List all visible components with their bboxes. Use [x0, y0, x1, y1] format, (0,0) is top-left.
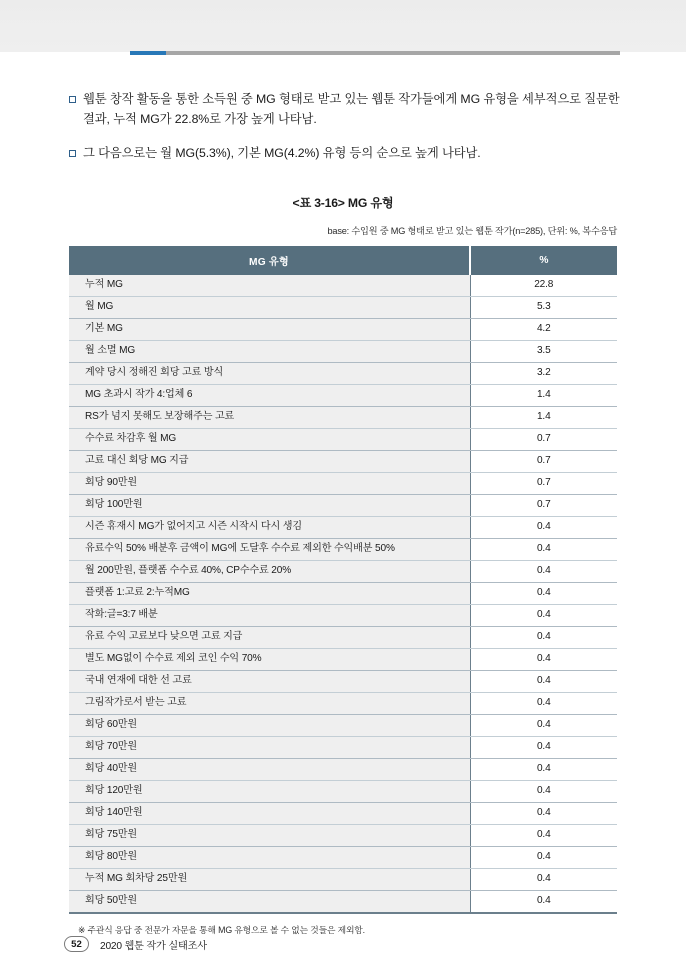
cell-percent: 0.4 — [470, 758, 617, 780]
table-row — [69, 340, 617, 362]
column-header-percent: % — [470, 246, 617, 275]
cell-percent: 0.4 — [470, 692, 617, 714]
cell-percent: 0.4 — [470, 736, 617, 758]
mg-type-table — [69, 246, 617, 914]
square-bullet-icon — [69, 96, 76, 103]
cell-mg-type: 기본 MG — [69, 318, 470, 340]
table-row — [69, 780, 617, 802]
page-footer — [0, 936, 686, 952]
cell-mg-type: 회당 40만원 — [69, 758, 470, 780]
cell-percent: 0.4 — [470, 582, 617, 604]
table-row — [69, 428, 617, 450]
cell-percent: 0.4 — [470, 714, 617, 736]
cell-mg-type: 그림작가로서 받는 고료 — [69, 692, 470, 714]
cell-percent: 5.3 — [470, 296, 617, 318]
cell-percent: 1.4 — [470, 406, 617, 428]
cell-percent: 0.7 — [470, 472, 617, 494]
cell-percent: 0.4 — [470, 626, 617, 648]
cell-percent: 1.4 — [470, 384, 617, 406]
table-row — [69, 868, 617, 890]
cell-mg-type: 작화:글=3:7 배분 — [69, 604, 470, 626]
cell-percent: 0.4 — [470, 868, 617, 890]
cell-mg-type: 유료 수익 고료보다 낮으면 고료 지급 — [69, 626, 470, 648]
page-number-badge: 52 — [64, 936, 89, 952]
summary-bullet-item — [0, 90, 686, 130]
table-row — [69, 648, 617, 670]
table-row — [69, 450, 617, 472]
cell-percent: 0.4 — [470, 890, 617, 913]
table-row — [69, 758, 617, 780]
table-row — [69, 714, 617, 736]
table-row — [69, 824, 617, 846]
table-row — [69, 582, 617, 604]
cell-mg-type: 누적 MG 회차당 25만원 — [69, 868, 470, 890]
cell-mg-type: 회당 75만원 — [69, 824, 470, 846]
cell-mg-type: 월 MG — [69, 296, 470, 318]
table-row — [69, 846, 617, 868]
cell-percent: 0.4 — [470, 604, 617, 626]
table-row — [69, 890, 617, 913]
cell-mg-type: 회당 120만원 — [69, 780, 470, 802]
table-row — [69, 670, 617, 692]
table-footnote: ※ 주관식 응답 중 전문가 자문을 통해 MG 유형으로 볼 수 없는 것들은 제외함. — [78, 924, 365, 935]
cell-mg-type: 회당 50만원 — [69, 890, 470, 913]
cell-mg-type: 회당 80만원 — [69, 846, 470, 868]
cell-percent: 0.4 — [470, 538, 617, 560]
cell-mg-type: 누적 MG — [69, 275, 470, 297]
summary-bullet-list — [0, 90, 686, 164]
table-row — [69, 296, 617, 318]
table-row — [69, 692, 617, 714]
table-row — [69, 626, 617, 648]
table-row — [69, 406, 617, 428]
table-row — [69, 560, 617, 582]
table-head — [69, 246, 617, 275]
table-row — [69, 275, 617, 297]
cell-mg-type: 고료 대신 회당 MG 지급 — [69, 450, 470, 472]
cell-mg-type: MG 초과시 작가 4:업체 6 — [69, 384, 470, 406]
square-bullet-icon — [69, 150, 76, 157]
summary-bullet-text: 그 다음으로는 월 MG(5.3%), 기본 MG(4.2%) 유형 등의 순으로 높게 나타남. — [83, 145, 481, 160]
cell-percent: 0.7 — [470, 450, 617, 472]
table-header-row — [69, 246, 617, 275]
summary-bullet-item — [0, 144, 686, 164]
cell-percent: 0.4 — [470, 802, 617, 824]
table-caption: <표 3-16> MG 유형 — [292, 195, 394, 210]
cell-mg-type: 월 소멸 MG — [69, 340, 470, 362]
cell-percent: 0.4 — [470, 670, 617, 692]
cell-mg-type: RS가 넘지 못해도 보장해주는 고료 — [69, 406, 470, 428]
column-header-label: MG 유형 — [69, 246, 470, 275]
table-row — [69, 384, 617, 406]
cell-mg-type: 회당 60만원 — [69, 714, 470, 736]
cell-percent: 22.8 — [470, 275, 617, 297]
page-header-band — [0, 0, 686, 52]
cell-mg-type: 월 200만원, 플랫폼 수수료 40%, CP수수료 20% — [69, 560, 470, 582]
cell-mg-type: 수수료 차감후 월 MG — [69, 428, 470, 450]
table-row — [69, 494, 617, 516]
table-row — [69, 736, 617, 758]
table-base-note: base: 수입원 중 MG 형태로 받고 있는 웹툰 작가(n=285), 단위: %, 복수응답 — [327, 225, 617, 236]
cell-percent: 0.4 — [470, 516, 617, 538]
cell-percent: 3.2 — [470, 362, 617, 384]
cell-mg-type: 회당 100만원 — [69, 494, 470, 516]
footer-document-title: 2020 웹툰 작가 실태조사 — [100, 940, 207, 952]
cell-mg-type: 국내 연재에 대한 선 고료 — [69, 670, 470, 692]
cell-mg-type: 플랫폼 1:고료 2:누적MG — [69, 582, 470, 604]
cell-percent: 0.4 — [470, 824, 617, 846]
cell-mg-type: 회당 140만원 — [69, 802, 470, 824]
cell-percent: 4.2 — [470, 318, 617, 340]
cell-percent: 0.4 — [470, 648, 617, 670]
table-row — [69, 802, 617, 824]
page-content — [0, 52, 686, 936]
cell-percent: 0.4 — [470, 780, 617, 802]
table-row — [69, 538, 617, 560]
table-row — [69, 516, 617, 538]
cell-percent: 0.7 — [470, 428, 617, 450]
cell-percent: 3.5 — [470, 340, 617, 362]
table-container — [0, 246, 686, 914]
cell-percent: 0.7 — [470, 494, 617, 516]
cell-mg-type: 회당 90만원 — [69, 472, 470, 494]
table-row — [69, 318, 617, 340]
summary-bullet-text: 웹툰 창작 활동을 통한 소득원 중 MG 형태로 받고 있는 웹툰 작가들에게 MG 유형을 세부적으로 질문한 결과, 누적 MG가 22.8%로 가장 높게 나타남. — [83, 92, 620, 126]
cell-mg-type: 회당 70만원 — [69, 736, 470, 758]
cell-percent: 0.4 — [470, 846, 617, 868]
table-row — [69, 472, 617, 494]
table-row — [69, 362, 617, 384]
table-row — [69, 604, 617, 626]
cell-mg-type: 시즌 휴재시 MG가 없어지고 시즌 시작시 다시 생김 — [69, 516, 470, 538]
table-body — [69, 275, 617, 913]
cell-mg-type: 유료수익 50% 배분후 금액이 MG에 도달후 수수료 제외한 수익배분 50% — [69, 538, 470, 560]
cell-percent: 0.4 — [470, 560, 617, 582]
cell-mg-type: 별도 MG없이 수수료 제외 코인 수익 70% — [69, 648, 470, 670]
cell-mg-type: 계약 당시 정해진 회당 고료 방식 — [69, 362, 470, 384]
